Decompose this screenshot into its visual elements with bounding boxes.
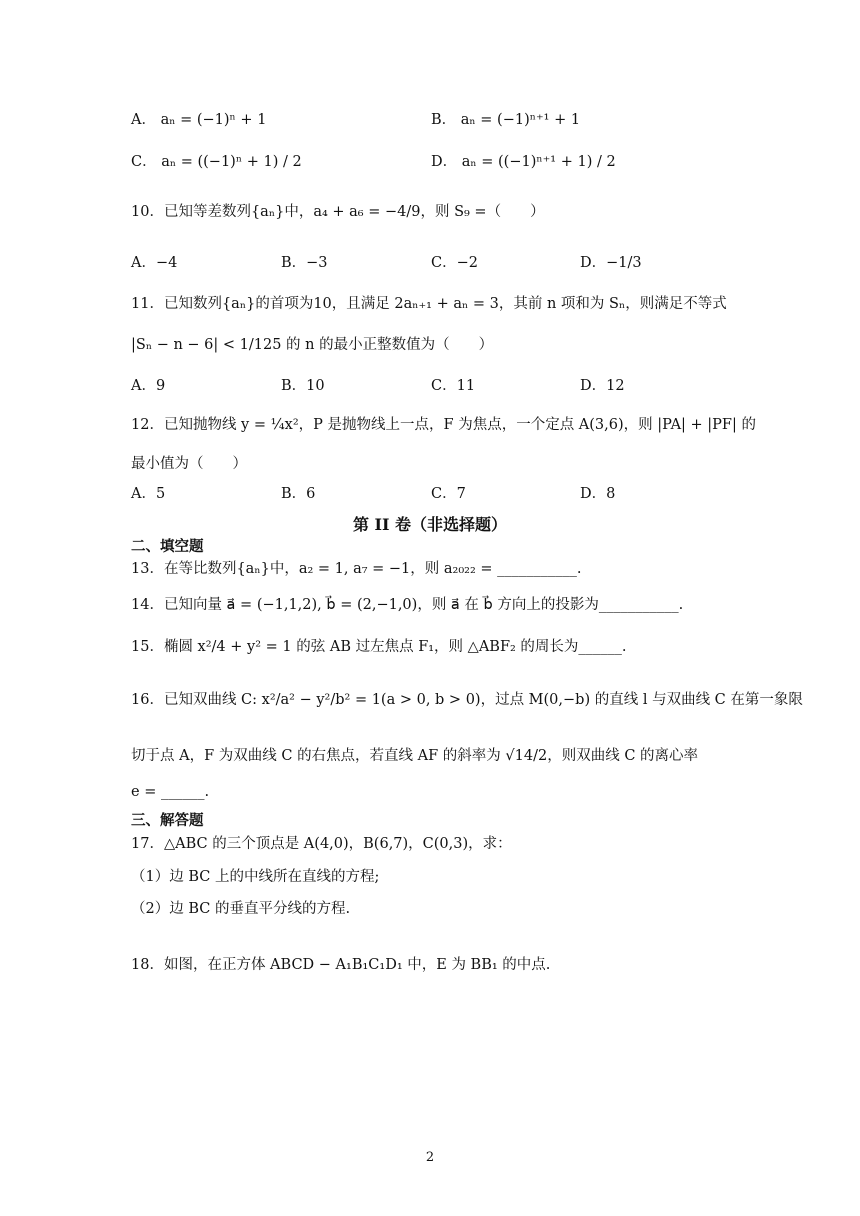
q18-stem: 18．如图，在正方体 ABCD − A₁B₁C₁D₁ 中，E 为 BB₁ 的中点. [131,957,551,973]
q12-option-a: A．5 [131,486,166,502]
solve-heading: 三、解答题 [131,812,204,829]
q16-stem-line2: 切于点 A，F 为双曲线 C 的右焦点，若直线 AF 的斜率为 √14/2，则双曲线 C 的离心率 [131,748,699,764]
q10-stem: 10．已知等差数列{aₙ}中，a₄ + a₆ = −4/9，则 S₉ =（ ） [131,204,545,220]
q15-stem: 15．椭圆 x²/4 + y² = 1 的弦 AB 过左焦点 F₁，则 △ABF₂ 的周长为______. [131,639,627,655]
page-number: 2 [425,1150,435,1165]
q11-option-c: C．11 [431,378,476,394]
q16-stem-line3: e = ______. [131,784,210,800]
q10-option-d: D．−1/3 [580,255,642,271]
q10-option-b: B．−3 [281,255,328,271]
q12-stem-line1: 12．已知抛物线 y = ¼x²，P 是抛物线上一点，F 为焦点，一个定点 A(3,6)，则 |PA| + |PF| 的 [131,417,756,433]
fill-in-heading: 二、填空题 [131,538,204,555]
q12-stem-line2: 最小值为（ ） [131,456,247,472]
q11-option-b: B．10 [281,378,325,394]
q12-option-b: B．6 [281,486,316,502]
q10-option-c: C．−2 [431,255,478,271]
part-two-title: 第 II 卷（非选择题） [352,515,508,534]
q9-option-a: A． aₙ = (−1)ⁿ + 1 [131,112,267,128]
q11-stem-line2: |Sₙ − n − 6| < 1/125 的 n 的最小正整数值为（ ） [131,337,494,353]
q14-stem: 14．已知向量 a⃗ = (−1,1,2), b⃗ = (2,−1,0)，则 a⃗ 在 b⃗ 方向上的投影为___________. [131,597,684,613]
q17-part2: （2）边 BC 的垂直平分线的方程. [131,901,351,917]
q10-option-a: A．−4 [131,255,178,271]
q16-stem-line1: 16．已知双曲线 C: x²/a² − y²/b² = 1(a > 0, b > 0)，过点 M(0,−b) 的直线 l 与双曲线 C 在第一象限 [131,692,803,708]
q9-option-d: D． aₙ = ((−1)ⁿ⁺¹ + 1) / 2 [431,154,616,170]
q17-part1: （1）边 BC 上的中线所在直线的方程; [131,869,380,885]
q11-stem-line1: 11．已知数列{aₙ}的首项为10，且满足 2aₙ₊₁ + aₙ = 3，其前 n 项和为 Sₙ，则满足不等式 [131,296,727,312]
q9-option-c: C． aₙ = ((−1)ⁿ + 1) / 2 [131,154,302,170]
q17-stem: 17．△ABC 的三个顶点是 A(4,0)，B(6,7)，C(0,3)，求： [131,836,512,852]
q12-option-d: D．8 [580,486,616,502]
q11-option-a: A．9 [131,378,166,394]
q12-option-c: C．7 [431,486,466,502]
q13-stem: 13．在等比数列{aₙ}中，a₂ = 1, a₇ = −1，则 a₂₀₂₂ = ___________. [131,561,582,577]
q9-option-b: B． aₙ = (−1)ⁿ⁺¹ + 1 [431,112,581,128]
q11-option-d: D．12 [580,378,625,394]
